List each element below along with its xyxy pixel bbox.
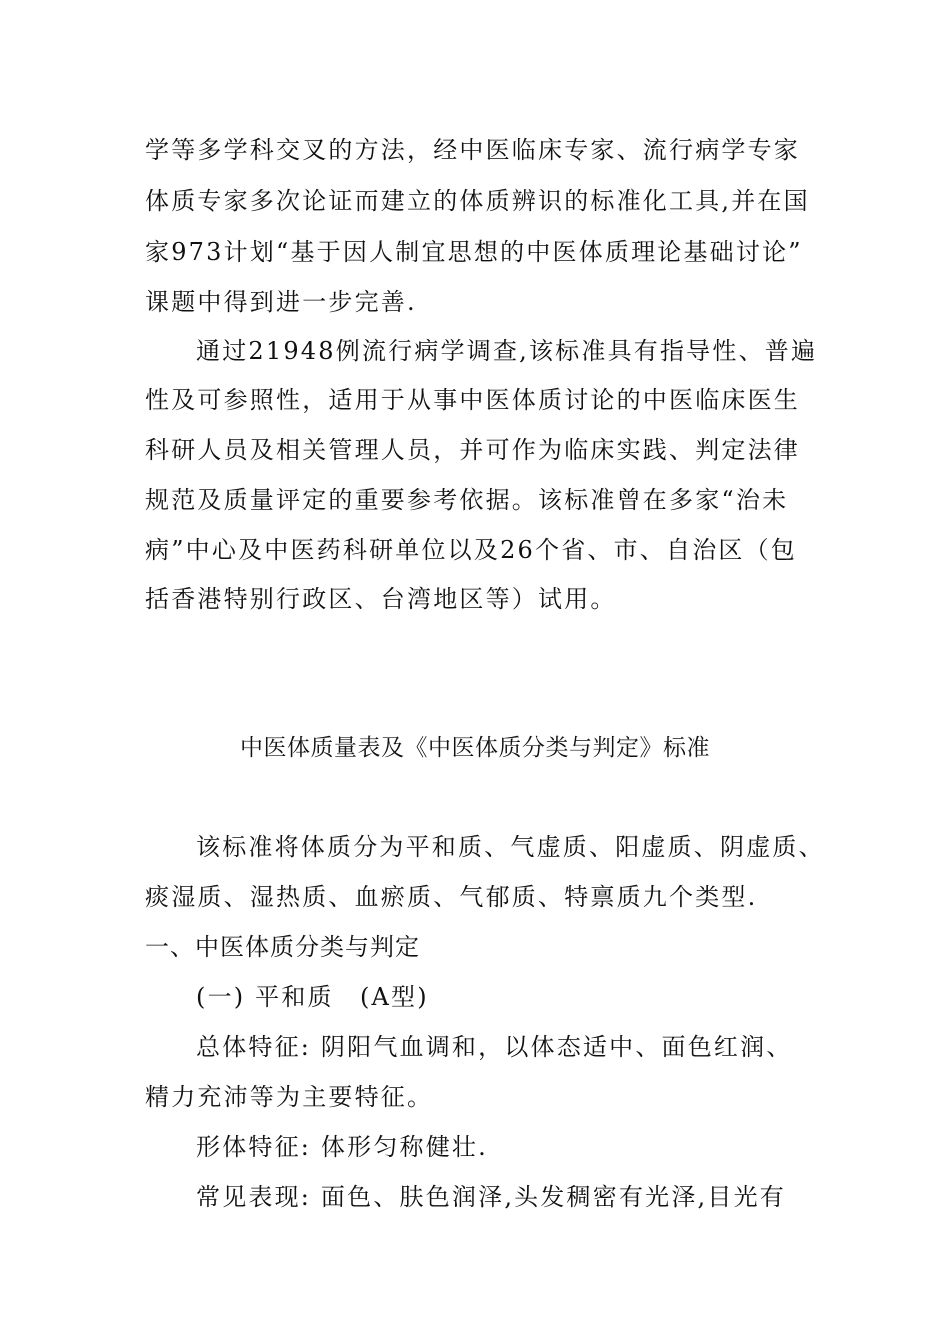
paragraph1-line-3: 家973计划“基于因人制宜思想的中医体质理论基础讨论” — [145, 238, 803, 266]
paragraph1-line-1: 学等多学科交叉的方法，经中医临床专家、流行病学专家 — [145, 136, 800, 164]
section-heading: 一、中医体质分类与判定 — [145, 933, 420, 961]
paragraph3-line-2: 痰湿质、湿热质、血瘀质、气郁质、特禀质九个类型. — [145, 883, 758, 911]
common-line: 常见表现: 面色、肤色润泽,头发稠密有光泽,目光有 — [196, 1183, 786, 1211]
subsection-heading: (一) 平和质 (A型) — [196, 983, 429, 1011]
paragraph1-line-4: 课题中得到进一步完善. — [145, 288, 417, 316]
document-title: 中医体质量表及《中医体质分类与判定》标准 — [240, 735, 710, 761]
body-shape-line: 形体特征: 体形匀称健壮. — [196, 1133, 488, 1161]
paragraph2-line-5: 病”中心及中医药科研单位以及26个省、市、自治区（包 — [145, 536, 798, 564]
paragraph2-line-6: 括香港特别行政区、台湾地区等）试用。 — [145, 585, 617, 613]
overall-line-1: 总体特征: 阴阳气血调和，以体态适中、面色红润、 — [196, 1033, 793, 1061]
paragraph2-line-1: 通过21948例流行病学调查,该标准具有指导性、普遍 — [196, 337, 818, 365]
paragraph2-line-4: 规范及质量评定的重要参考依据。该标准曾在多家“治未 — [145, 486, 789, 514]
paragraph1-line-2: 体质专家多次论证而建立的体质辨识的标准化工具,并在国 — [145, 187, 810, 215]
paragraph3-line-1: 该标准将体质分为平和质、气虚质、阳虚质、阴虚质、 — [196, 833, 825, 861]
overall-line-2: 精力充沛等为主要特征。 — [145, 1083, 434, 1111]
paragraph2-line-2: 性及可参照性，适用于从事中医体质讨论的中医临床医生 — [145, 386, 800, 414]
paragraph2-line-3: 科研人员及相关管理人员，并可作为临床实践、判定法律 — [145, 436, 800, 464]
